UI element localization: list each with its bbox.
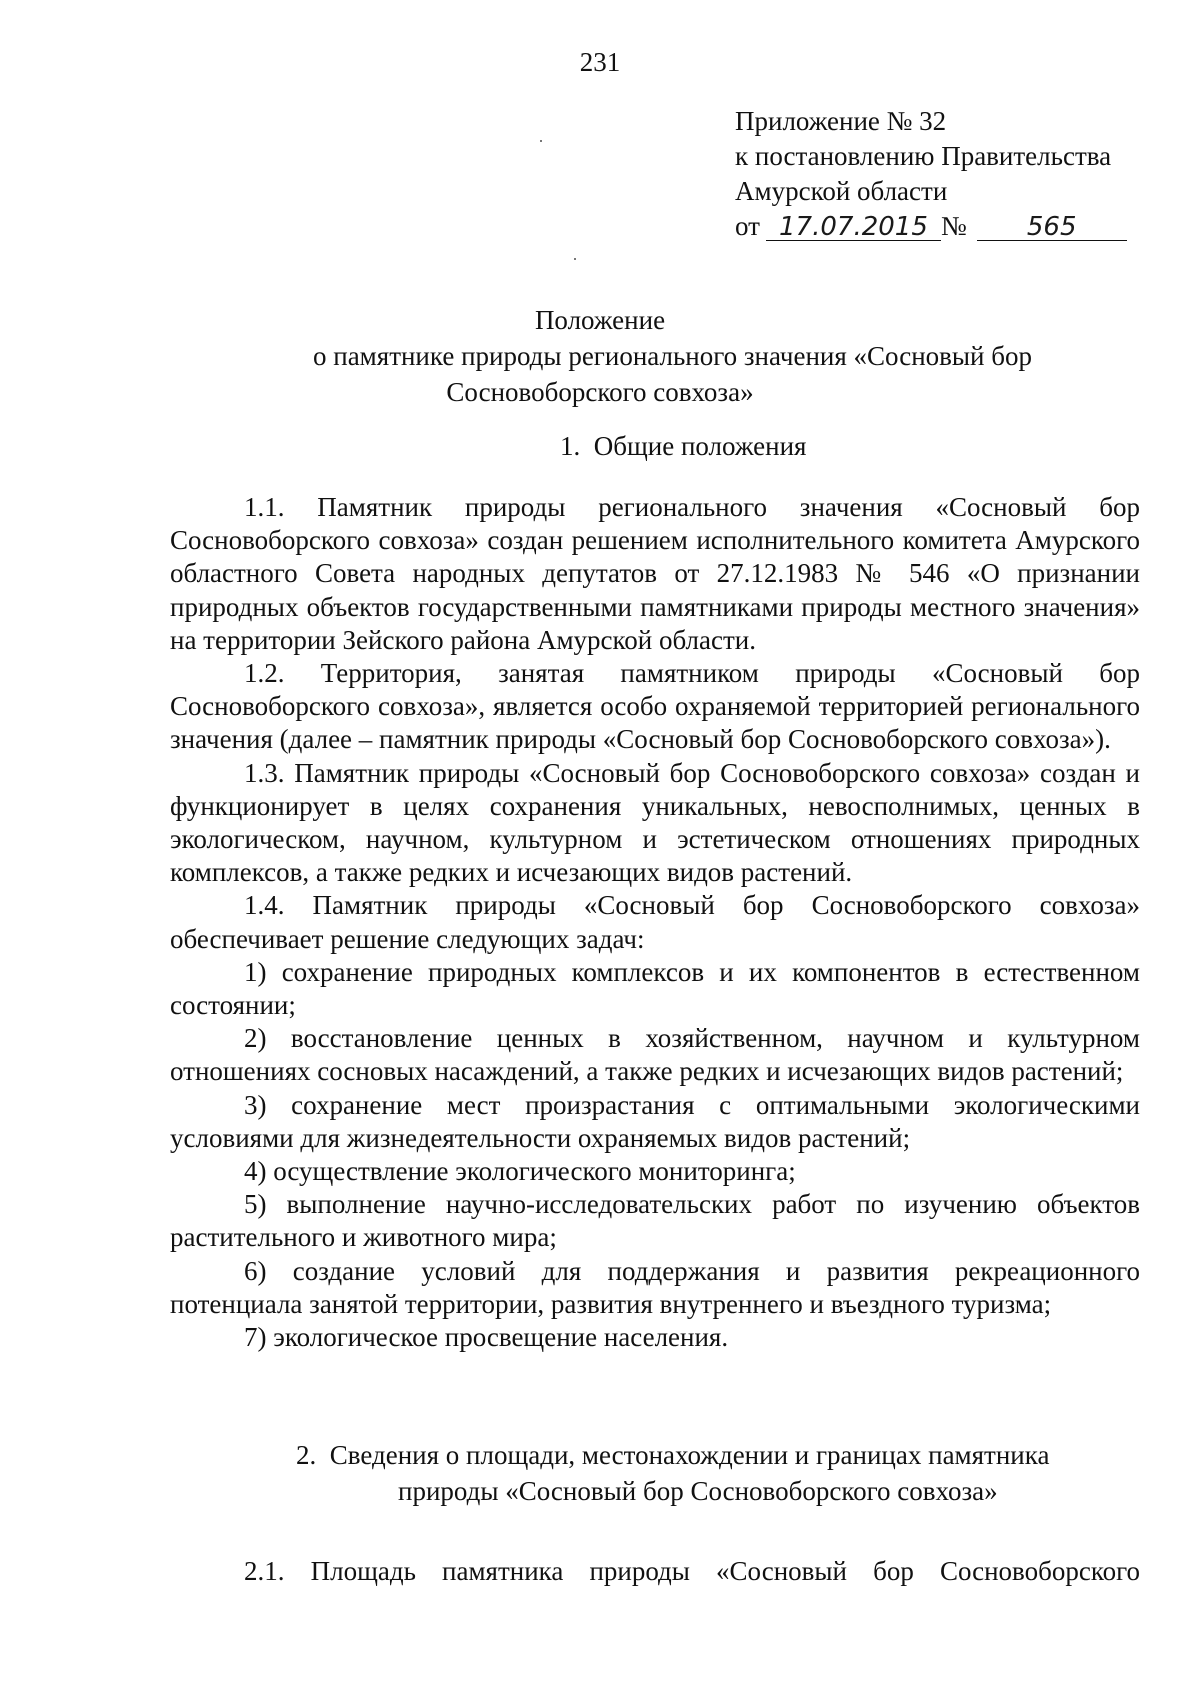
date-prefix: от <box>735 211 760 241</box>
title-line-3: Сосновоборского совхоза» <box>446 377 754 407</box>
task-item-2: 2) восстановление ценных в хозяйственном, научном и культурном отношениях сосновых насаждений, а также редких и исчезающих видов растений; <box>170 1023 1140 1087</box>
handwritten-date: 17.07.2015 <box>766 210 941 245</box>
task-item-5: 5) выполнение научно-исследовательских работ по изучению объектов растительного и животного мира; <box>170 1189 1140 1253</box>
document-title <box>0 302 1200 410</box>
paragraph-1-4: 1.4. Памятник природы «Сосновый бор Сосновоборского совхоза» обеспечивает решение следующих задач: <box>170 890 1140 954</box>
paragraph-1-2: 1.2. Территория, занятая памятником природы «Сосновый бор Сосновоборского совхоза», является особо охраняемой территорией регионального значения (далее – памятник природы «Сосновый бор Сосновоборского совхоза»). <box>170 658 1140 755</box>
section-2-heading-line-2: природы «Сосновый бор Сосновоборского совхоза» <box>398 1476 998 1506</box>
task-item-3: 3) сохранение мест произрастания с оптимальными экологическими условиями для жизнедеятельности охраняемых видов растений; <box>170 1089 1140 1153</box>
annex-block <box>735 104 1155 245</box>
section-2-heading-line-1: 2. Сведения о площади, местонахождении и границах памятника <box>296 1440 1050 1470</box>
task-item-1: 1) сохранение природных комплексов и их компонентов в естественном состоянии; <box>170 956 1140 1021</box>
paragraph-2-1: 2.1. Площадь памятника природы «Сосновый бор Сосновоборского <box>244 1556 1140 1586</box>
annex-date-line <box>735 209 1155 245</box>
section-1-heading: 1. Общие положения <box>560 431 807 461</box>
annex-line-1: Приложение № 32 <box>735 106 947 136</box>
title-line-2: о памятнике природы регионального значения «Сосновый бор <box>313 341 1032 371</box>
paragraph-1-3: 1.3. Памятник природы «Сосновый бор Сосновоборского совхоза» создан и функционирует в целях сохранения уникальных, невосполнимых, ценных в экологическом, научном, культурном и эстетическом отношениях природных комплексов, а также редких и исчезающих видов растений. <box>170 757 1140 888</box>
number-sign: № <box>940 211 967 241</box>
section-2-heading <box>0 1437 1200 1509</box>
scan-speck <box>574 258 576 260</box>
scan-speck <box>540 140 542 142</box>
task-item-7: 7) экологическое просвещение населения. <box>244 1322 729 1353</box>
paragraph-1-1: 1.1. Памятник природы регионального значения «Сосновый бор Сосновоборского совхоза» создан решением исполнительного комитета Амурского областного Совета народных депутатов от 27.12.1983 № 546 «О признании природных объектов государственными памятниками природы местного значения» на территории Зейского района Амурской области. <box>170 492 1140 655</box>
page-number: 231 <box>579 47 621 77</box>
handwritten-number: 565 <box>977 210 1127 245</box>
title-line-1: Положение <box>534 305 666 335</box>
section-1-body <box>170 491 1140 1354</box>
task-item-4: 4) осуществление экологического мониторинга; <box>244 1156 796 1187</box>
annex-line-2: к постановлению Правительства <box>735 141 1112 171</box>
task-item-6: 6) создание условий для поддержания и развития рекреационного потенциала занятой территории, развития внутреннего и въездного туризма; <box>170 1255 1140 1319</box>
annex-line-3: Амурской области <box>735 176 948 206</box>
